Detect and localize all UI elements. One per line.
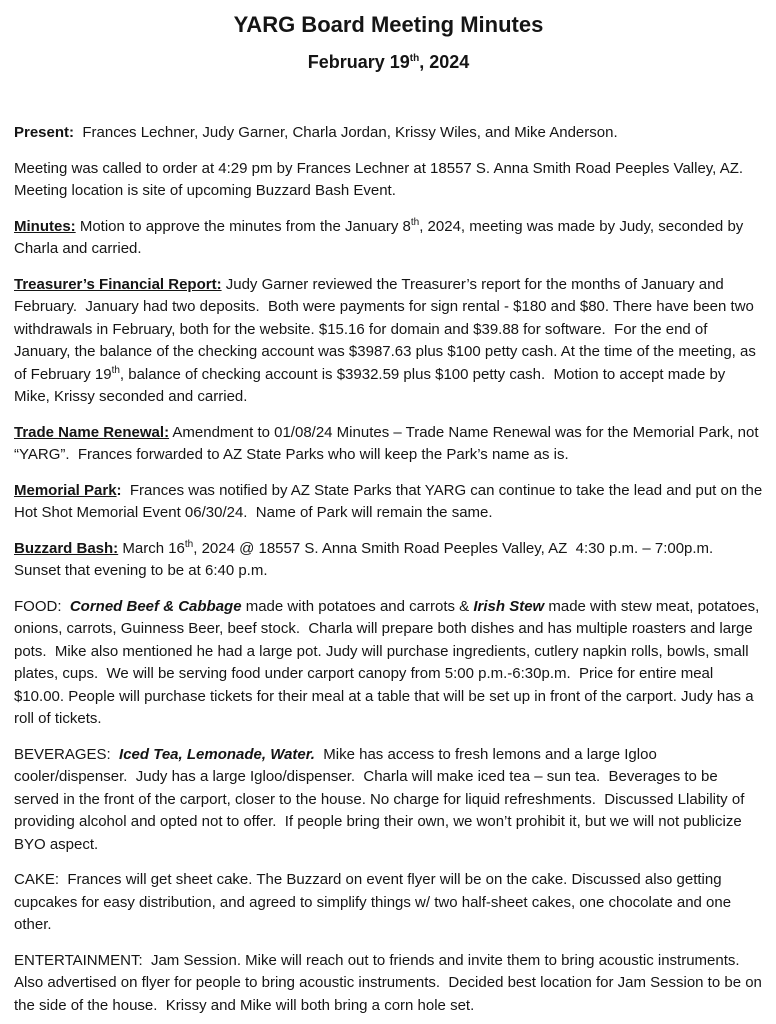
section-entertainment xyxy=(14,950,767,1018)
section-food xyxy=(14,596,763,731)
food-label-gap xyxy=(62,598,70,615)
call-to-order-text: Meeting was called to order at 4:29 pm by Frances Lechner at 18557 S. Anna Smith Road Peeples Valley, AZ. Meeting location is site of upcoming Buzzard Bash Event. xyxy=(14,159,752,199)
section-treasurer-report xyxy=(14,274,763,409)
entertainment-label: ENTERTAINMENT: xyxy=(14,951,143,969)
buzzard-bash-text-suffix: , 2024 @ 18557 S. Anna Smith Road Peeples Valley, AZ 4:30 p.m. – 7:00p.m. Sunset that evening to be at 6:40 p.m. xyxy=(14,539,718,579)
section-call-to-order xyxy=(14,158,763,203)
date-superscript: th xyxy=(409,53,420,64)
section-beverages xyxy=(14,744,763,857)
beverages-label-gap xyxy=(111,746,119,763)
memorial-park-text: Frances was notified by AZ State Parks that YARG can continue to take the lead and put on the Hot Shot Memorial Event 06/30/24. Name of Park will remain the same. xyxy=(14,481,767,521)
minutes-label: Minutes: xyxy=(14,217,76,235)
food-dish-2: Irish Stew xyxy=(473,597,545,615)
section-cake xyxy=(14,869,763,937)
treasurer-text: Judy Garner reviewed the Treasurer’s report for the months of January and February. January had two deposits. Both were payments for sign rental - $180 and $80. There have been two withdrawals in February, both for the website. $15.16 for domain and $39.88 for software. For the end of January, the balance of the checking account was $3987.63 plus $100 petty cash. At the time of the meeting, as of February 19 xyxy=(14,275,761,383)
cake-label: CAKE: xyxy=(14,871,60,888)
beverages-text: Mike has access to fresh lemons and a large Igloo cooler/dispenser. Judy has a large Igloo/dispenser. Charla will make iced tea – sun tea. Beverages to be served in the front of the carport, closer to the house. No charge for liquid refreshments. Discussed Llability of providing alcohol and opted not to offer. If people bring their own, we won’t prohibit it, but we will not publicize BYO aspect. xyxy=(14,745,749,853)
minutes-superscript: th xyxy=(410,216,420,228)
trade-name-text: Amendment to 01/08/24 Minutes – Trade Name Renewal was for the Memorial Park, not “YARG”. Frances forwarded to AZ State Parks who will keep the Park’s name as is. xyxy=(14,423,763,463)
present-text: Frances Lechner, Judy Garner, Charla Jordan, Krissy Wiles, and Mike Anderson. xyxy=(74,124,618,141)
memorial-park-label: Memorial Park xyxy=(14,481,117,499)
food-text: made with stew meat, potatoes, onions, carrots, Guinness Beer, beef stock. Charla will prepare both dishes and has multiple roasters and large pots. Mike also mentioned he had a large pot. Judy will purchase ingredients, cutlery napkin rolls, bowls, small plates, cups. We will be serving food under carport canopy from 5:00 p.m.-6:30p.m. Price for entire meal $10.00. People will purchase tickets for their meal at a table that will be set up in front of the carport. Judy has a roll of tickets. xyxy=(14,597,764,727)
entertainment-text: Jam Session. Mike will reach out to friends and invite them to bring acoustic instruments. Also advertised on flyer for people to bring acoustic instruments. Decided best location for Jam Session to be on the side of the house. Krissy and Mike will both bring a corn hole set. xyxy=(14,951,767,1014)
date-text: February 19 xyxy=(307,52,410,72)
treasurer-superscript: th xyxy=(111,364,120,376)
document-title: YARG Board Meeting Minutes xyxy=(233,12,544,37)
food-text-mid: made with potatoes and carrots & xyxy=(241,597,474,615)
minutes-text: Motion to approve the minutes from the January 8 xyxy=(75,217,411,235)
treasurer-label: Treasurer’s Financial Report: xyxy=(14,275,222,293)
buzzard-bash-label: Buzzard Bash: xyxy=(14,539,119,557)
beverages-label: BEVERAGES: xyxy=(14,745,111,763)
present-label: Present: xyxy=(14,124,75,141)
food-dish-1: Corned Beef & Cabbage xyxy=(69,597,242,615)
section-memorial-park xyxy=(14,480,767,525)
trade-name-label: Trade Name Renewal: xyxy=(14,423,170,441)
buzzard-bash-text: March 16 xyxy=(118,539,185,557)
date-text-suffix: , 2024 xyxy=(419,52,470,72)
memorial-park-colon: : xyxy=(116,481,122,499)
section-buzzard-bash xyxy=(14,538,763,583)
cake-text: Frances will get sheet cake. The Buzzard on event flyer will be on the cake. Discussed also getting cupcakes for easy distribution, and agreed to simplify things w/ two half-sheet cakes, one chocolate and one other. xyxy=(14,871,736,933)
food-label: FOOD: xyxy=(14,597,62,615)
treasurer-text-suffix: , balance of checking account is $3932.59 plus $100 petty cash. Motion to accept made by Mike, Krissy seconded and carried. xyxy=(14,365,730,405)
beverages-items: Iced Tea, Lemonade, Water. xyxy=(119,745,315,763)
section-trade-name-renewal xyxy=(14,422,763,467)
buzzard-bash-superscript: th xyxy=(184,538,194,550)
minutes-text-suffix: , 2024, meeting was made by Judy, seconded by Charla and carried. xyxy=(14,217,748,257)
section-minutes xyxy=(14,216,763,261)
document-date xyxy=(14,50,763,74)
section-present xyxy=(14,122,763,145)
